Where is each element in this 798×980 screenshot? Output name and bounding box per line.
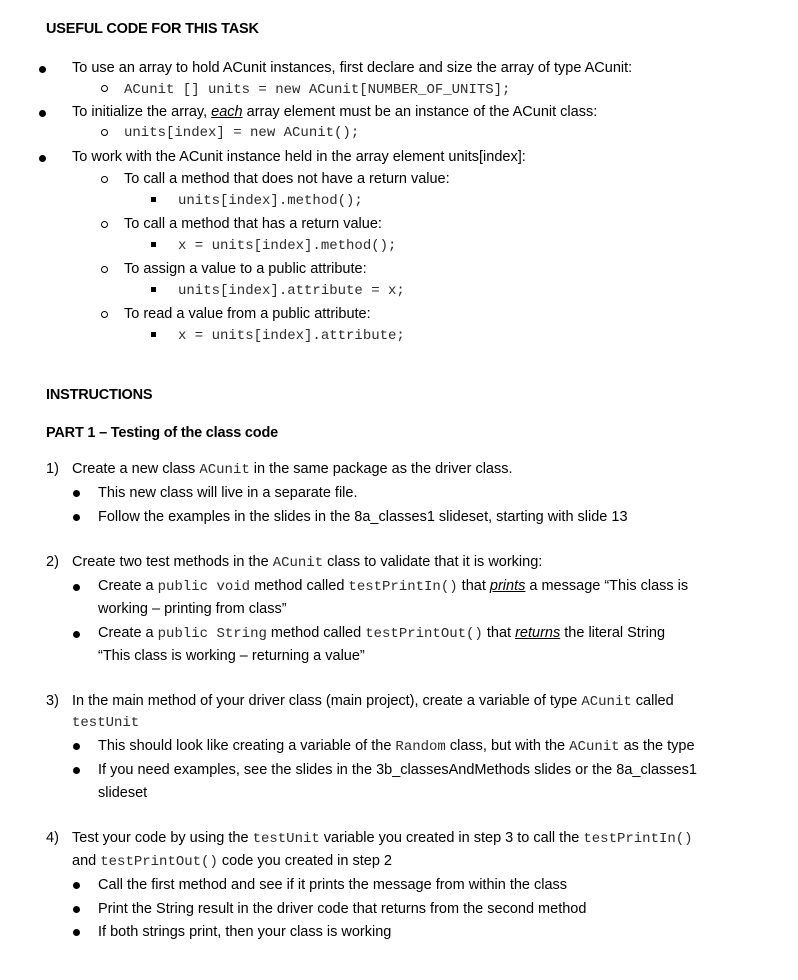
s2b1-c: that bbox=[457, 578, 490, 594]
step-2-bullet-2 bbox=[98, 624, 665, 643]
bullet-dot-icon bbox=[73, 767, 80, 774]
code-call-method: units[index].method(); bbox=[178, 193, 363, 209]
bullet-dot-icon bbox=[39, 155, 46, 162]
step-3-number: 3) bbox=[46, 693, 59, 709]
sub-call-no-return: To call a method that does not have a return value: bbox=[124, 171, 450, 187]
emphasis-each: each bbox=[211, 104, 243, 120]
bullet-dot-icon bbox=[73, 490, 80, 497]
step-4-bullet-2: Print the String result in the driver code that returns from the second method bbox=[98, 901, 587, 917]
bullet-circle-icon bbox=[101, 266, 108, 273]
useful-bullet-2-pre: To initialize the array, bbox=[72, 104, 212, 120]
bullet-dot-icon bbox=[73, 882, 80, 889]
code-testunit: testUnit bbox=[252, 831, 320, 847]
step-3-bullet-1 bbox=[98, 737, 695, 756]
bullet-circle-icon bbox=[101, 85, 108, 92]
step-2-bullet-2-line-2: “This class is working – returning a value” bbox=[98, 648, 365, 664]
emphasis-returns: returns bbox=[515, 625, 561, 641]
code-declare-array: ACunit [] units = new ACunit[NUMBER_OF_UNITS]; bbox=[124, 82, 511, 98]
code-testunit: testUnit bbox=[72, 715, 140, 731]
bullet-square-icon bbox=[151, 242, 156, 247]
bullet-circle-icon bbox=[101, 221, 108, 228]
s2b2-a: Create a bbox=[98, 625, 158, 641]
bullet-dot-icon bbox=[73, 743, 80, 750]
code-initialize-element: units[index] = new ACunit(); bbox=[124, 125, 360, 141]
useful-bullet-3: To work with the ACunit instance held in the array element units[index]: bbox=[72, 149, 526, 165]
step-3-pre: In the main method of your driver class (main project), create a variable of type bbox=[72, 693, 582, 709]
code-testprintin: testPrintIn() bbox=[348, 579, 458, 595]
code-acunit: ACunit bbox=[272, 555, 324, 571]
bullet-square-icon bbox=[151, 287, 156, 292]
code-acunit: ACunit bbox=[199, 462, 250, 478]
bullet-dot-icon bbox=[73, 584, 80, 591]
step-1-text bbox=[72, 460, 513, 479]
emphasis-prints: prints bbox=[489, 578, 526, 594]
step-2-text bbox=[72, 553, 542, 572]
useful-bullet-2-post: array element must be an instance of the ACunit class: bbox=[242, 104, 598, 120]
step-2-pre: Create two test methods in the bbox=[72, 554, 273, 570]
step-3-bullet-2: If you need examples, see the slides in the 3b_classesAndMethods slides or the 8a_classes1 bbox=[98, 762, 697, 778]
step-2-post: class to validate that it is working: bbox=[323, 554, 543, 570]
step-3-text bbox=[72, 692, 674, 711]
s2b2-c: that bbox=[482, 625, 516, 641]
step-4-line2-pre: and bbox=[72, 853, 101, 869]
code-public-string: public String bbox=[157, 626, 267, 642]
sub-call-with-return: To call a method that has a return value: bbox=[124, 216, 382, 232]
bullet-dot-icon bbox=[73, 906, 80, 913]
step-1-number: 1) bbox=[46, 461, 59, 477]
useful-code-heading: USEFUL CODE FOR THIS TASK bbox=[46, 21, 259, 37]
code-testprintin: testPrintIn() bbox=[583, 831, 693, 847]
step-3-post: called bbox=[631, 693, 674, 709]
step-2-number: 2) bbox=[46, 554, 59, 570]
s2b2-d: the literal String bbox=[560, 625, 666, 641]
s2b1-d: a message “This class is bbox=[525, 578, 689, 594]
step-1-bullet-1: This new class will live in a separate file. bbox=[98, 485, 358, 501]
step-4-number: 4) bbox=[46, 830, 59, 846]
step-4-mid: variable you created in step 3 to call the bbox=[319, 830, 584, 846]
step-4-bullet-3: If both strings print, then your class is working bbox=[98, 924, 392, 940]
code-random: Random bbox=[395, 739, 446, 755]
step-1-post: in the same package as the driver class. bbox=[249, 461, 513, 477]
code-assign-attribute: units[index].attribute = x; bbox=[178, 283, 405, 299]
instructions-heading: INSTRUCTIONS bbox=[46, 387, 153, 403]
code-call-method-return: x = units[index].method(); bbox=[178, 238, 397, 254]
step-1-bullet-2: Follow the examples in the slides in the 8a_classes1 slideset, starting with slide 13 bbox=[98, 509, 628, 525]
bullet-square-icon bbox=[151, 197, 156, 202]
bullet-circle-icon bbox=[101, 311, 108, 318]
s2b2-b: method called bbox=[266, 625, 366, 641]
sub-read-attribute: To read a value from a public attribute: bbox=[124, 306, 371, 322]
useful-bullet-2 bbox=[72, 103, 597, 121]
bullet-dot-icon bbox=[39, 110, 46, 117]
s3b1-b: class, but with the bbox=[445, 738, 570, 754]
s3b1-c: as the type bbox=[619, 738, 695, 754]
bullet-dot-icon bbox=[73, 514, 80, 521]
step-1-pre: Create a new class bbox=[72, 461, 200, 477]
step-4-bullet-1: Call the first method and see if it prints the message from within the class bbox=[98, 877, 568, 893]
bullet-dot-icon bbox=[39, 66, 46, 73]
step-3-bullet-2-line-2: slideset bbox=[98, 785, 148, 801]
sub-assign-attribute: To assign a value to a public attribute: bbox=[124, 261, 367, 277]
s2b1-b: method called bbox=[250, 578, 349, 594]
bullet-square-icon bbox=[151, 332, 156, 337]
step-4-pre: Test your code by using the bbox=[72, 830, 253, 846]
step-4-text-line-2 bbox=[72, 852, 392, 871]
bullet-circle-icon bbox=[101, 129, 108, 136]
code-read-attribute: x = units[index].attribute; bbox=[178, 328, 405, 344]
bullet-dot-icon bbox=[73, 929, 80, 936]
step-2-bullet-1-line-2: working – printing from class” bbox=[98, 601, 287, 617]
bullet-circle-icon bbox=[101, 176, 108, 183]
part1-heading: PART 1 – Testing of the class code bbox=[46, 425, 278, 441]
bullet-dot-icon bbox=[73, 631, 80, 638]
code-acunit: ACunit bbox=[581, 694, 632, 710]
code-public-void: public void bbox=[157, 579, 251, 595]
s3b1-a: This should look like creating a variable of the bbox=[98, 738, 396, 754]
code-acunit: ACunit bbox=[569, 739, 620, 755]
useful-bullet-1: To use an array to hold ACunit instances, first declare and size the array of type ACunit: bbox=[72, 60, 633, 76]
step-2-bullet-1 bbox=[98, 577, 688, 596]
code-testprintout: testPrintOut() bbox=[100, 854, 218, 870]
code-testprintout: testPrintOut() bbox=[365, 626, 483, 642]
s2b1-a: Create a bbox=[98, 578, 158, 594]
step-4-line2-post: code you created in step 2 bbox=[217, 853, 392, 869]
step-4-text bbox=[72, 829, 693, 848]
